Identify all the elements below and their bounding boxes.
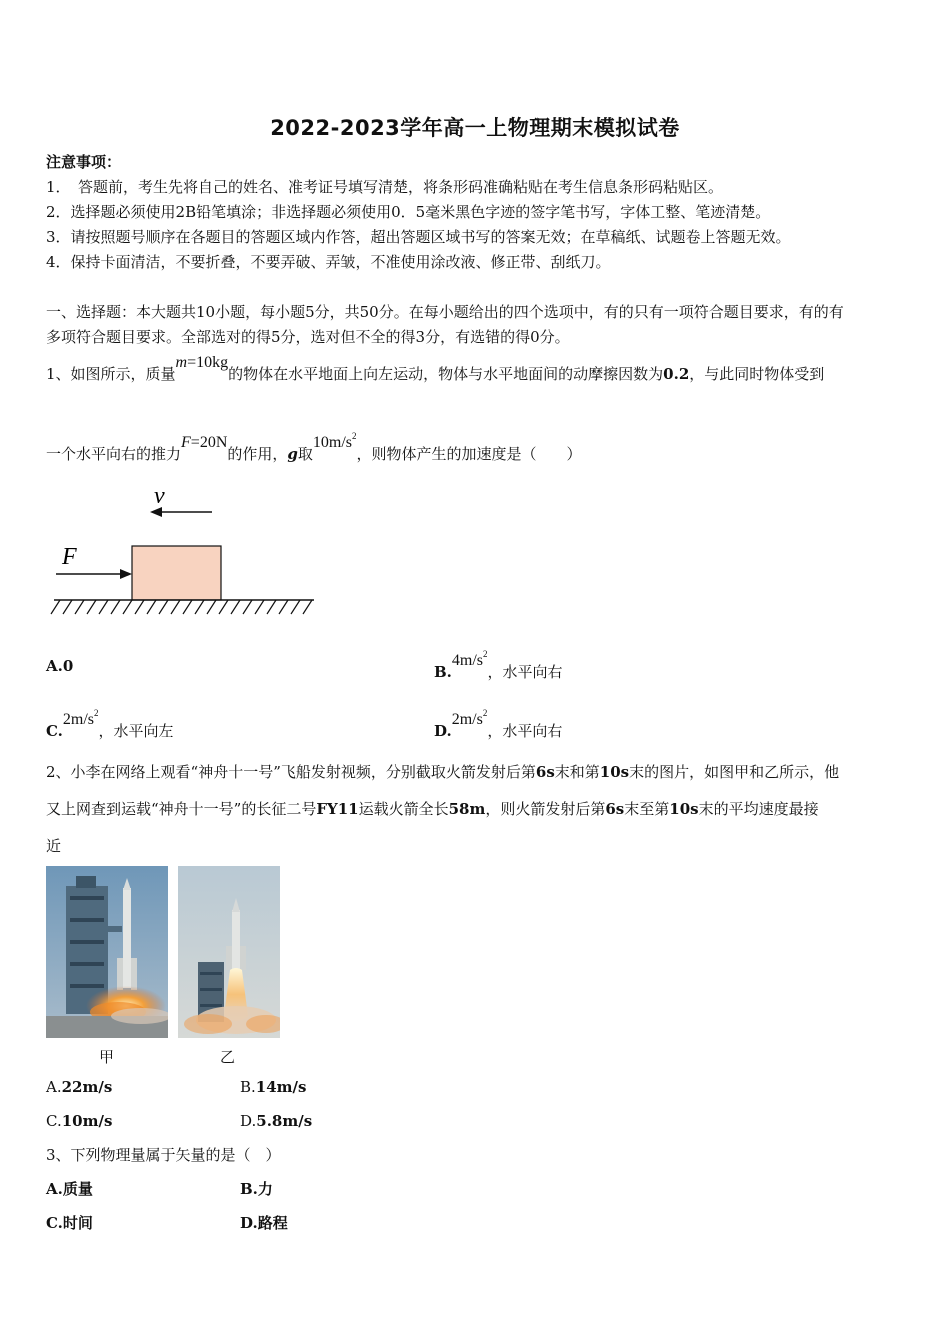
hatch-mark [231, 600, 240, 614]
q2-option-b[interactable]: B.14m/s [240, 1078, 307, 1096]
velocity-label: v [154, 483, 165, 509]
q1-text: ，与此同时物体受到 [689, 365, 825, 383]
q3-stem: 3、下列物理量属于矢量的是（ ） [46, 1146, 281, 1164]
q1-stem-line1 [46, 354, 825, 385]
q2-stem-line1: 2、小李在网络上观看“神舟十一号”飞船发射视频，分别截取火箭发射后第6s末和第10s末的图片，如图甲和乙所示，他 [46, 763, 840, 781]
q1-text: 1、如图所示，质量 [46, 365, 176, 383]
hatch-mark [219, 600, 228, 614]
q3-option-d[interactable]: D.路程 [240, 1214, 288, 1232]
q3-option-c[interactable]: C.时间 [46, 1214, 93, 1232]
q1-mu: 0.2 [663, 365, 690, 383]
notice-item: 3．请按照题号顺序在各题目的答题区域内作答，超出答题区域书写的答案无效；在草稿纸、试题卷上答题无效。 [46, 228, 791, 246]
q1-stem-line2 [46, 431, 582, 465]
hatch-mark [243, 600, 252, 614]
launch-photo-right [178, 866, 280, 1038]
notice-item: 1． 答题前，考生先将自己的姓名、准考证号填写清楚，将条形码准确粘贴在考生信息条形码粘贴区。 [46, 178, 724, 196]
q2-option-c[interactable]: C.10m/s [46, 1112, 113, 1130]
section-heading-line: 多项符合题目要求。全部选对的得5分，选对但不全的得3分，有选错的得0分。 [46, 328, 570, 346]
q1-text: 取 [297, 445, 313, 463]
hatch-mark [195, 600, 204, 614]
q2-option-d[interactable]: D.5.8m/s [240, 1112, 313, 1130]
hatch-mark [279, 600, 288, 614]
q1-option-a[interactable]: A.0 [46, 657, 74, 675]
section-heading-line: 一、选择题：本大题共10小题，每小题5分，共50分。在每小题给出的四个选项中，有的只有一项符合题目要求，有的有 [46, 303, 844, 321]
hatch-mark [291, 600, 300, 614]
hatch-mark [147, 600, 156, 614]
q2-stem-line3: 近 [46, 837, 62, 855]
notice-heading: 注意事项： [46, 153, 122, 171]
q1-figure [50, 478, 320, 618]
hatch-mark [171, 600, 180, 614]
hatch-mark [207, 600, 216, 614]
hatch-mark [63, 600, 72, 614]
q1-text: 的作用， [227, 445, 288, 463]
hatch-mark [159, 600, 168, 614]
q1-text: ，则物体产生的加速度是（ ） [356, 445, 582, 463]
hatch-mark [135, 600, 144, 614]
page-title: 2022-2023学年高一上物理期末模拟试卷 [270, 116, 680, 140]
hatch-mark [303, 600, 312, 614]
photo-caption-left: 甲 [99, 1048, 115, 1066]
q1-text: 一个水平向右的推力 [46, 445, 182, 463]
q1-option-c[interactable]: $C.2m/s^2$，水平向左 [46, 708, 174, 740]
q2-option-a[interactable]: A.22m/s [46, 1078, 113, 1096]
notice-item: 2．选择题必须使用2B铅笔填涂；非选择题必须使用0．5毫米黑色字迹的签字笔书写，字体工整、笔迹清楚。 [46, 203, 771, 221]
hatch-mark [123, 600, 132, 614]
q3-option-b[interactable]: B.力 [240, 1180, 273, 1198]
q1-option-b[interactable]: $B.4m/s^2$，水平向右 [434, 649, 563, 681]
force-arrowhead [120, 569, 132, 579]
q2-stem-line2: 又上网查到运载“神舟十一号”的长征二号FY11运载火箭全长58m，则火箭发射后第6s末至第10s末的平均速度最接 [46, 800, 819, 818]
q1-option-d[interactable]: $D.2m/s^2$，水平向右 [434, 708, 563, 740]
ground-hatching [51, 600, 312, 614]
hatch-mark [99, 600, 108, 614]
notice-item: 4．保持卡面清洁，不要折叠，不要弄破、弄皱，不准使用涂改液、修正带、刮纸刀。 [46, 253, 611, 271]
hatch-mark [255, 600, 264, 614]
q1-force: F=20N [181, 434, 228, 451]
hatch-mark [267, 600, 276, 614]
block [132, 546, 221, 600]
q1-g-value: $10m/s^2$ [312, 431, 357, 451]
q1-text: 的物体在水平地面上向左运动，物体与水平地面间的动摩擦因数为 [228, 365, 664, 383]
q1-g: g [287, 445, 298, 463]
launch-photo-left [46, 866, 168, 1038]
q1-mass: m=10kg [175, 354, 229, 371]
hatch-mark [51, 600, 60, 614]
photo-caption-right: 乙 [220, 1048, 236, 1066]
q3-option-a[interactable]: A.质量 [46, 1180, 93, 1198]
force-label: F [62, 544, 77, 570]
hatch-mark [75, 600, 84, 614]
hatch-mark [183, 600, 192, 614]
hatch-mark [111, 600, 120, 614]
hatch-mark [87, 600, 96, 614]
